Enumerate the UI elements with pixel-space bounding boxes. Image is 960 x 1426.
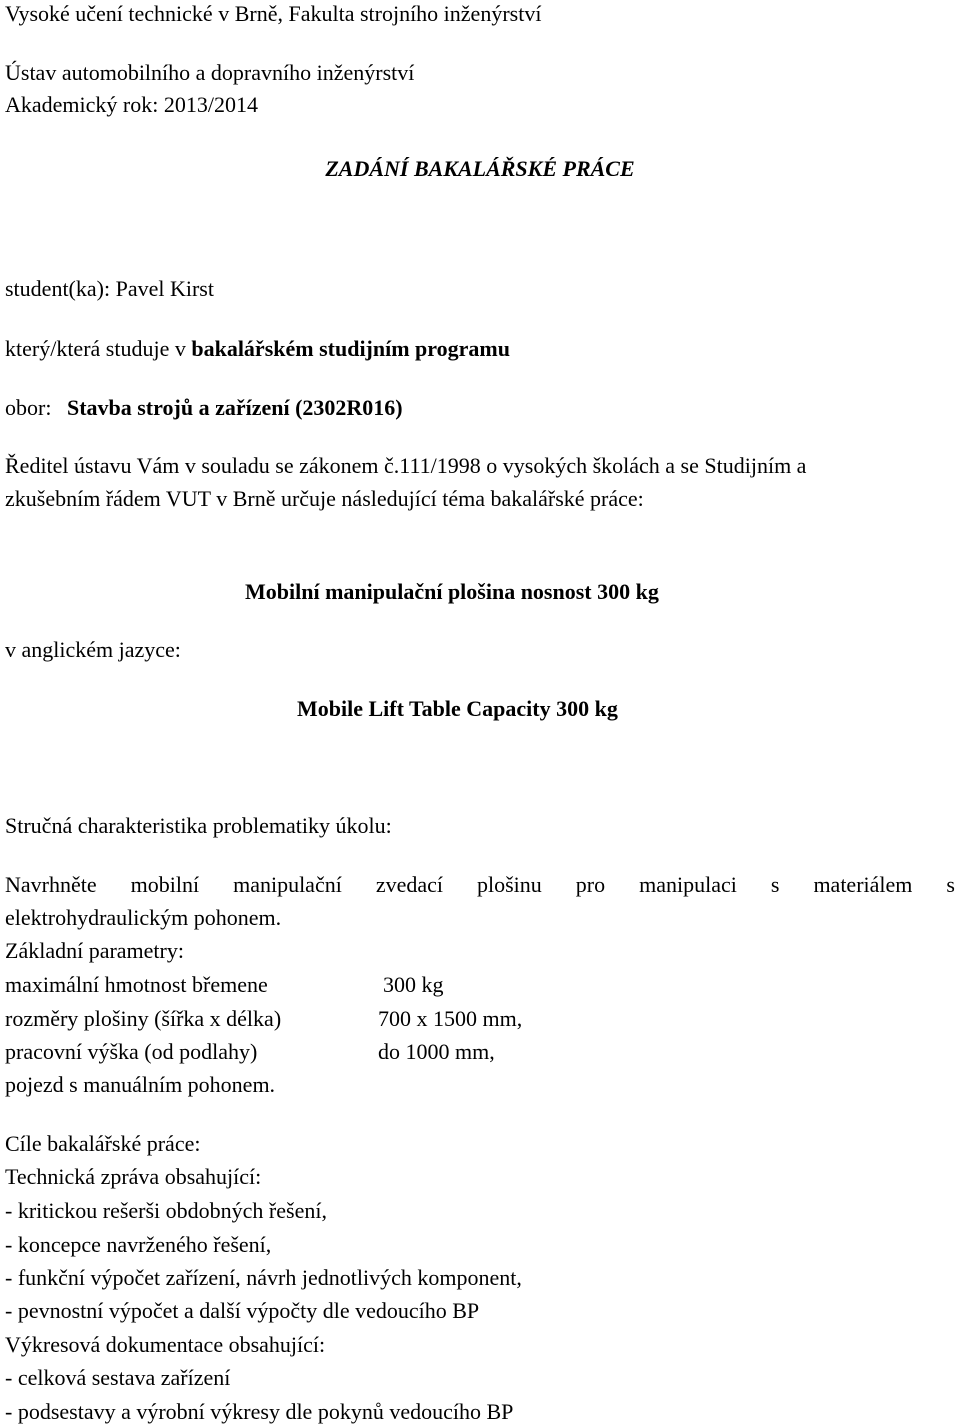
param-value-load: 300 kg <box>383 972 444 997</box>
brief-word: manipulaci <box>639 872 737 897</box>
params-heading: Základní parametry: <box>5 938 184 963</box>
param-label-load: maximální hmotnost břemene <box>5 972 268 997</box>
field-value: Stavba strojů a zařízení (2302R016) <box>66 395 403 420</box>
brief-word: mobilní <box>130 872 200 897</box>
field-line <box>5 397 403 419</box>
brief-line2: elektrohydraulickým pohonem. <box>5 905 282 930</box>
institute-header: Ústav automobilního a dopravního inženýrství <box>5 60 415 85</box>
brief-word: pro <box>575 872 606 897</box>
drawings-item: - celková sestava zařízení <box>5 1365 231 1390</box>
brief-word: zvedací <box>375 872 443 897</box>
academic-year: Akademický rok: 2013/2014 <box>5 92 258 117</box>
field-label: obor: <box>5 395 52 420</box>
director-text-line2: zkušebním řádem VUT v Brně určuje následující téma bakalářské práce: <box>5 486 644 511</box>
report-item: - pevnostní výpočet a další výpočty dle vedoucího BP <box>5 1298 480 1323</box>
brief-word: plošinu <box>477 872 542 897</box>
brief-word: manipulační <box>233 872 342 897</box>
report-item: - koncepce navrženého řešení, <box>5 1232 272 1257</box>
brief-line1 <box>5 874 955 896</box>
topic-english: Mobile Lift Table Capacity 300 kg <box>297 696 618 721</box>
study-line <box>5 338 510 360</box>
param-label-height: pracovní výška (od podlahy) <box>5 1039 258 1064</box>
param-label-dimensions: rozměry plošiny (šířka x délka) <box>5 1006 282 1031</box>
english-label: v anglickém jazyce: <box>5 637 181 662</box>
faculty-header: Vysoké učení technické v Brně, Fakulta strojního inženýrství <box>5 1 542 26</box>
brief-heading: Stručná charakteristika problematiky úkolu: <box>5 813 392 838</box>
drawings-item: - podsestavy a výrobní výkresy dle pokynů vedoucího BP <box>5 1399 514 1424</box>
study-prefix: který/která studuje v <box>5 336 192 361</box>
document-title: ZADÁNÍ BAKALÁŘSKÉ PRÁCE <box>325 156 635 181</box>
report-item: - kritickou rešerši obdobných řešení, <box>5 1198 327 1223</box>
brief-word: s <box>770 872 780 897</box>
param-value-dimensions: 700 x 1500 mm, <box>378 1006 523 1031</box>
goals-heading: Cíle bakalářské práce: <box>5 1131 201 1156</box>
brief-word: s <box>946 872 955 897</box>
param-value-height: do 1000 mm, <box>378 1039 495 1064</box>
drawings-heading: Výkresová dokumentace obsahující: <box>5 1332 326 1357</box>
report-item: - funkční výpočet zařízení, návrh jednotlivých komponent, <box>5 1265 522 1290</box>
drive-line: pojezd s manuálním pohonem. <box>5 1072 276 1097</box>
topic-czech: Mobilní manipulační plošina nosnost 300 kg <box>245 579 659 604</box>
student-line: student(ka): Pavel Kirst <box>5 276 214 301</box>
study-program: bakalářském studijním programu <box>191 336 510 361</box>
report-heading: Technická zpráva obsahující: <box>5 1164 262 1189</box>
director-text-line1: Ředitel ústavu Vám v souladu se zákonem č.111/1998 o vysokých školách a se Studijním a <box>5 453 807 478</box>
brief-word: materiálem <box>813 872 913 897</box>
brief-word: Navrhněte <box>5 872 97 897</box>
